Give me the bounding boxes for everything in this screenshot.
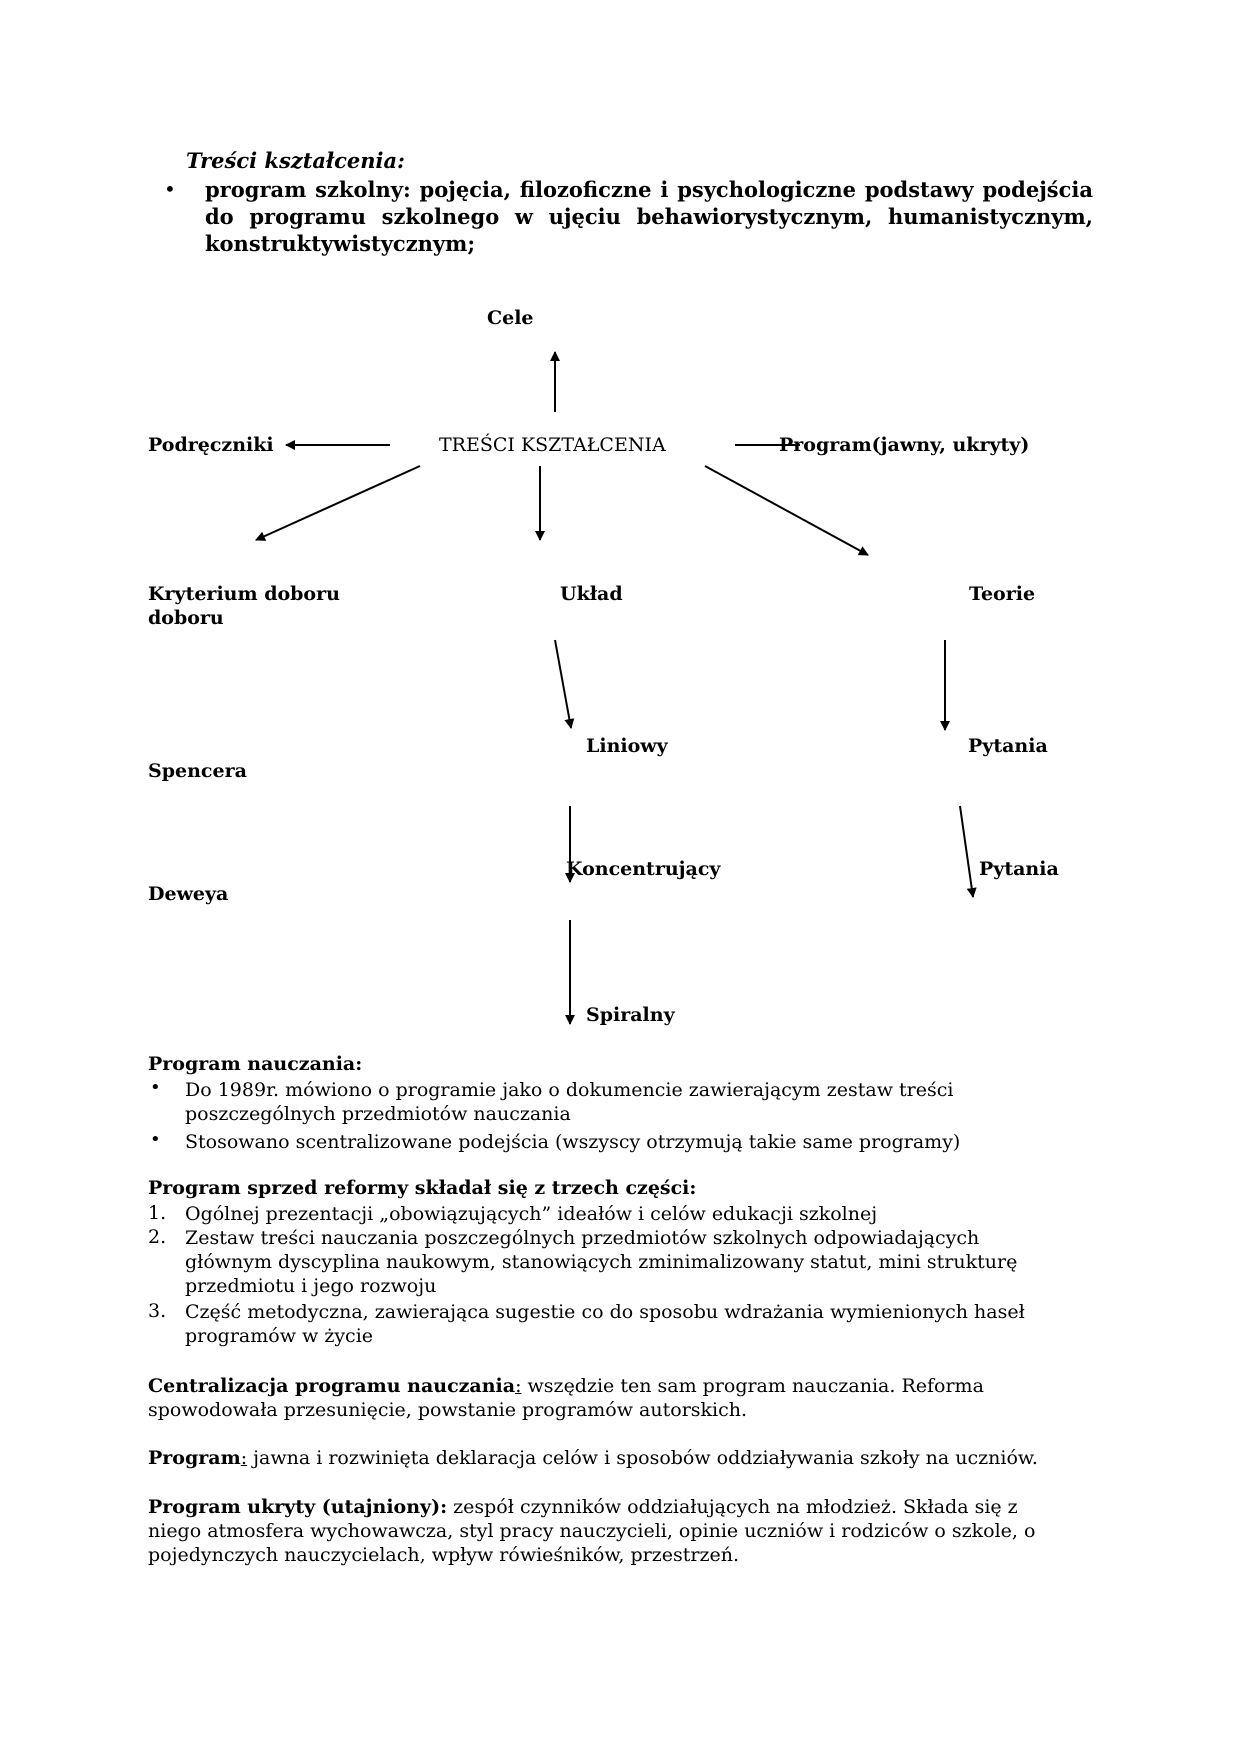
reforma-item-number: 1. [148, 1202, 167, 1224]
centralizacja-colon: : [515, 1375, 522, 1397]
arrow-to-kryterium [256, 466, 420, 540]
program-definition-colon: : [240, 1447, 248, 1469]
node-deweya: Deweya [148, 883, 229, 905]
centralizacja-paragraph [148, 1374, 1088, 1422]
program-definition-text: jawna i rozwinięta deklaracja celów i sposobów oddziaływania szkoły na uczniów. [247, 1447, 1038, 1469]
program-ukryty-line3: pojedynczych nauczycielach, wpływ rówieśników, przestrzeń. [148, 1544, 740, 1566]
reforma-item-number: 3. [148, 1300, 167, 1322]
centralizacja-line1: wszędzie ten sam program nauczania. Reforma [521, 1375, 984, 1397]
node-teorie: Teorie [969, 583, 1036, 605]
node-pytania-1: Pytania [968, 735, 1048, 757]
node-cele: Cele [487, 307, 534, 329]
reforma-item-number: 2. [148, 1226, 167, 1248]
reforma-item-text: Część metodyczna, zawierająca sugestie co do sposobu wdrażania wymienionych haseł [185, 1301, 1025, 1323]
arrow-to-liniowy [555, 640, 571, 728]
bullet-icon: • [164, 177, 176, 201]
program-nauczania-bullet1-line2: poszczególnych przedmiotów nauczania [185, 1103, 571, 1125]
program-nauczania-title: Program nauczania: [148, 1053, 363, 1075]
program-ukryty-paragraph [148, 1495, 1088, 1567]
bullet-icon: • [150, 1077, 161, 1098]
reforma-item-text: Zestaw treści nauczania poszczególnych przedmiotów szkolnych odpowiadających [185, 1227, 980, 1249]
arrow-to-pytania-2 [960, 806, 973, 897]
arrow-to-teorie [705, 466, 868, 555]
node-pytania-2: Pytania [979, 858, 1059, 880]
reforma-item-text: programów w życie [185, 1325, 374, 1347]
reforma-item-text: Ogólnej prezentacji „obowiązujących” ideałów i celów edukacji szkolnej [185, 1203, 878, 1225]
program-nauczania-bullet2: Stosowano scentralizowane podejścia (wszyscy otrzymują takie same programy) [185, 1131, 961, 1153]
section-heading: Treści kształcenia: [186, 148, 405, 173]
program-ukryty-line1: zespół czynników oddziałujących na młodzież. Składa się z [447, 1496, 1018, 1518]
node-podreczniki: Podręczniki [148, 434, 274, 456]
node-spiralny: Spiralny [586, 1004, 675, 1026]
reforma-item-text: przedmiotu i jego rozwoju [185, 1275, 437, 1297]
node-liniowy: Liniowy [586, 735, 668, 757]
reforma-title: Program sprzed reformy składał się z trzech części: [148, 1177, 697, 1199]
centralizacja-label: Centralizacja programu nauczania [148, 1375, 516, 1397]
node-koncentrujacy: Koncentrujący [566, 858, 721, 880]
program-ukryty-label: Program ukryty (utajniony): [148, 1496, 448, 1518]
program-ukryty-line2: niego atmosfera wychowawcza, styl pracy nauczycieli, opinie uczniów i rodziców o szkole, o [148, 1520, 1036, 1542]
centralizacja-line2: spowodowała przesunięcie, powstanie programów autorskich. [148, 1399, 748, 1421]
node-uklad: Układ [560, 583, 623, 605]
node-tresci-ksztalcenia: TREŚCI KSZTAŁCENIA [439, 434, 666, 456]
node-program: Program(jawny, ukryty) [779, 434, 1030, 456]
program-nauczania-bullet1-line1: Do 1989r. mówiono o programie jako o dokumencie zawierającym zestaw treści [185, 1079, 954, 1101]
program-definition-paragraph [148, 1446, 1088, 1470]
program-definition-label: Program [148, 1447, 241, 1469]
node-spencera: Spencera [148, 760, 247, 782]
reforma-item-text: głównym dyscyplina naukowym, stanowiących zminimalizowany statut, mini strukturę [185, 1251, 1018, 1273]
node-kryterium-line2: doboru [148, 607, 224, 629]
bullet-icon: • [150, 1129, 161, 1150]
node-kryterium-line1: Kryterium doboru [148, 583, 340, 605]
top-bullet-text: program szkolny: pojęcia, filozoficzne i psychologiczne podstawy podejścia do programu szkolnego w ujęciu behawiorystycznym, humanistycznym, konstruktywistycznym; [205, 177, 1093, 256]
